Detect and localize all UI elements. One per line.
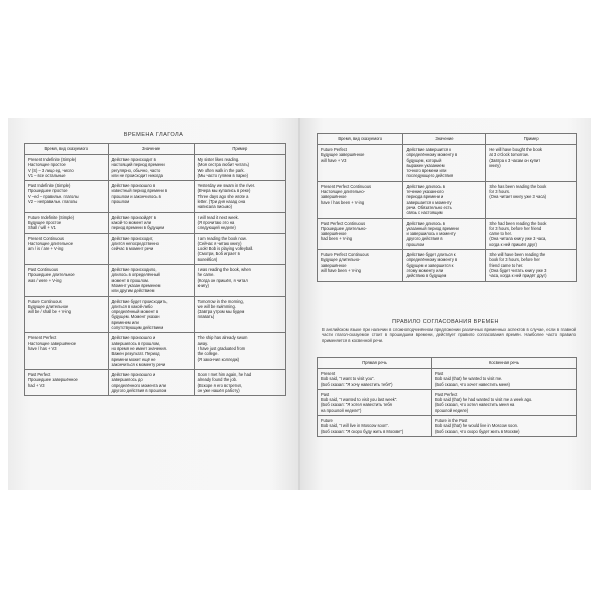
cell-line: have / has been + V-ing [321, 199, 365, 205]
cell-line: но время не имеет значения. [111, 345, 167, 351]
tense-cell [318, 181, 403, 218]
notebook-spread [8, 118, 592, 490]
meaning-cell [108, 333, 194, 370]
meaning-cell [108, 155, 194, 181]
cell-line: (Боб сказал: "Я скоро буду жить в Москве") [321, 428, 404, 434]
example-cell [194, 155, 285, 181]
cell-line: другого действия в прошлом [111, 387, 167, 393]
cell-line: (Моя сестра любит читать) [197, 162, 249, 168]
direct-speech-cell [318, 369, 432, 390]
cell-line: (Вчера мы купались в реке) [197, 188, 251, 194]
cell-line: am / is / are + V-ing [28, 246, 64, 252]
table-row [25, 233, 286, 264]
reported-speech-table [317, 357, 577, 437]
table-row [25, 333, 286, 370]
cell-line: I was reading the book, when [197, 267, 251, 273]
cell-line: Past [434, 371, 444, 376]
cell-line: будущем и завершится к [406, 262, 454, 268]
cell-line: периода времени и [406, 194, 444, 200]
cell-line: течение указанного [406, 189, 444, 195]
cell-line: Past [321, 391, 330, 397]
cell-line: настоящий период времени [111, 162, 165, 168]
cell-line: (Она читала книгу уже 3 часа, [489, 236, 547, 242]
indirect-speech-cell [431, 369, 576, 390]
cell-line: already found the job. [197, 377, 238, 383]
cell-line: V1 – все остальные [28, 172, 66, 178]
cell-line: часа, когда к ней придёт друг) [489, 273, 547, 279]
cell-line: Действие произошло и [111, 372, 156, 378]
direct-speech-cell [318, 389, 432, 415]
cell-line: Bob said, "I will live in Moscow soon". [321, 423, 389, 429]
cell-line: этому моменту или [406, 267, 444, 273]
cell-line: away. [197, 340, 209, 346]
cell-line: I have just graduated from [197, 345, 246, 351]
table-body [25, 155, 286, 396]
cell-line: завершённое [321, 231, 347, 237]
right-page [300, 118, 591, 490]
tense-cell [25, 155, 109, 181]
cell-line: She will have been reading the [489, 252, 546, 258]
cell-line: Действие происходит в [111, 157, 156, 162]
column-header-indirect: Косвенная речь [431, 358, 576, 369]
example-cell [194, 265, 285, 296]
cell-line: (Боб сказал: "Я хочу навестить тебя") [321, 381, 393, 387]
meaning-cell [108, 233, 194, 264]
tense-cell [318, 250, 403, 281]
example-cell [486, 218, 577, 249]
cell-line: letter. (Три дня назад она [197, 199, 246, 205]
cell-line: Past Continuous [28, 267, 59, 273]
cell-line: Настоящее длительно- [321, 189, 366, 195]
cell-line: книгу) [197, 282, 209, 288]
column-header-example: Пример [486, 134, 577, 145]
tense-cell [25, 370, 109, 396]
cell-line: at 3 o'clock tomorrow. [489, 152, 529, 158]
cell-line: определённому моменту в [406, 152, 458, 158]
example-cell [486, 145, 577, 182]
cell-line: Bob said (that) he had wanted to visit me a week ago. [434, 397, 533, 403]
table-body [318, 369, 577, 437]
rule-text: В английском языке при наличии в сложноподчинённом предложении различных временных аспектов в случае, если в главной части глагол-сказуемое стоит в прошедшем времени, действует правило согласования времён. Наиболее часто правило применяется в косвенной речи. [322, 327, 576, 343]
cell-line: Look! Bob is playing volleyball. [197, 246, 254, 252]
cell-line: had + V3 [28, 382, 45, 388]
cell-line: или другим действием [111, 288, 155, 294]
cell-line: Будущее простое [28, 219, 62, 225]
cell-line: Past Perfect [28, 372, 51, 378]
table-row [318, 218, 577, 249]
cell-line: определённый момент в [111, 309, 159, 315]
cell-line: Yesterday we swam in the river. [197, 183, 256, 189]
cell-line: (Вскоре я его встретил, [197, 382, 243, 388]
indirect-speech-cell [431, 389, 576, 415]
cell-line: временем или [111, 319, 139, 325]
cell-line: I am reading the book now. [197, 235, 247, 241]
cell-line: закончиться к моменту речи [111, 361, 166, 367]
cell-line: we will be swimming. [197, 303, 236, 309]
cell-line: и завершилось к моменту [406, 231, 456, 237]
tense-cell [25, 181, 109, 212]
indirect-speech-cell [431, 416, 576, 437]
cell-line: Действие будет происходить, [111, 298, 168, 304]
cell-line: последующего действия [406, 173, 454, 179]
cell-line: Действие завершится к [406, 147, 452, 152]
cell-line: период времени в будущем [111, 225, 165, 231]
cell-line: Прошедшее длительно- [321, 225, 367, 231]
cell-line: выражен указанием [406, 162, 445, 168]
column-header-example: Пример [194, 144, 285, 155]
cell-line: другого действия в [406, 236, 443, 242]
cell-line: Present Continuous [28, 235, 64, 241]
tenses-table-right [317, 133, 577, 282]
cell-line: (Я прочитаю это на [197, 219, 235, 225]
cell-line: Действие произошло в [111, 183, 156, 189]
tense-cell [318, 218, 403, 249]
meaning-cell [108, 370, 194, 396]
cell-line: Момент указан временем [111, 282, 161, 288]
cell-line: Shall / will + V1 [28, 225, 56, 231]
table-row [318, 145, 577, 182]
tense-cell [25, 212, 109, 233]
cell-line: сопутствующим действием [111, 325, 164, 331]
cell-line: Действие произойдёт в [111, 214, 156, 220]
cell-line: (Завтра утром мы будем [197, 309, 245, 315]
cell-line: (Боб сказал, что хочет навестить меня) [434, 381, 510, 387]
cell-line: Настоящее длительное [28, 240, 73, 246]
cell-line: I will read it next week. [197, 214, 239, 220]
table-header-row [25, 144, 286, 155]
cell-line: регулярно, обычно, часто [111, 167, 161, 173]
meaning-cell [108, 181, 194, 212]
cell-line: действию в будущем [406, 273, 447, 279]
cell-line: он уже нашёл работу) [197, 387, 240, 393]
tense-cell [25, 296, 109, 333]
table-row [25, 155, 286, 181]
cell-line: (Сейчас я читаю книгу) [197, 240, 242, 246]
cell-line: was / were + V-ing [28, 277, 62, 283]
cell-line: завершённое [321, 262, 347, 268]
cell-line: будущем. Момент указан [111, 314, 160, 320]
meaning-cell [403, 181, 486, 218]
table-row [25, 370, 286, 396]
cell-line: (Когда он пришёл, я читал [197, 277, 248, 283]
cell-line: (Она читает книгу уже 3 часа) [489, 194, 547, 200]
cell-line: V2 – неправильн. глаголы [28, 199, 78, 205]
cell-line: Soon I met him again, he had [197, 372, 252, 378]
tense-cell [318, 145, 403, 182]
cell-line: Future [321, 418, 333, 424]
cell-line: had been + V-ing [321, 236, 353, 242]
cell-line: Past Perfect [434, 391, 458, 397]
cell-line: Прошедшее длительное [28, 272, 75, 278]
cell-line: (Я закончил колледж) [197, 356, 240, 362]
cell-line: Настоящее простое [28, 162, 66, 168]
cell-line: Действие длилось в [406, 220, 445, 226]
cell-line: Bob said (that) he wanted to visit me. [434, 376, 503, 382]
cell-line: Настоящее завершённое [28, 340, 77, 346]
column-header-meaning: Значение [108, 144, 194, 155]
meaning-cell [403, 250, 486, 281]
cell-line: Bob said (that) he would live in Moscow soon. [434, 423, 519, 429]
cell-line: речи. Обязательно есть [406, 204, 452, 210]
cell-line: Действие будет длиться к [406, 252, 456, 258]
cell-line: Bob said, "I want to visit you". [321, 376, 375, 382]
example-cell [194, 212, 285, 233]
tenses-table-left [24, 143, 286, 396]
cell-line: будущем, который [406, 157, 442, 163]
table-row [25, 181, 286, 212]
cell-line: (Боб сказал, что хотел навестить меня на [434, 402, 515, 408]
cell-line: волейбол) [197, 256, 218, 262]
cell-line: She has been reading the book [489, 183, 547, 189]
cell-line: Будущее длительно- [321, 257, 361, 263]
meaning-cell [108, 296, 194, 333]
example-cell [194, 233, 285, 264]
cell-line: длится непосредственно [111, 240, 159, 246]
left-page [8, 118, 299, 490]
cell-line: Present [321, 371, 336, 376]
direct-speech-cell [318, 416, 432, 437]
table-row [318, 389, 577, 415]
cell-line: came to her. [489, 231, 512, 237]
cell-line: Будущее длительное [28, 303, 69, 309]
cell-line: Прошедшее завершённое [28, 377, 78, 383]
cell-line: прошлой неделе) [434, 407, 469, 413]
cell-line: Future Continuous [28, 298, 62, 304]
table-row [25, 212, 286, 233]
cell-line: длилось в определённый [111, 272, 160, 278]
example-cell [486, 181, 577, 218]
cell-line: известный период времени в [111, 188, 168, 194]
column-header-meaning: Значение [403, 134, 486, 145]
cell-line: определённому моменту в [406, 257, 458, 263]
cell-line: длиться в какой-либо [111, 303, 153, 309]
cell-line: Past Indefinite (Simple) [28, 183, 71, 189]
cell-line: She had been reading the book [489, 220, 547, 226]
cell-line: We often walk in the park. [197, 167, 245, 173]
cell-line: Будущее завершённое [321, 152, 365, 158]
cell-line: связь с настоящим [406, 210, 443, 216]
cell-line: will have + V3 [321, 157, 347, 163]
cell-line: завершается к моменту [406, 199, 452, 205]
cell-line: the college. [197, 351, 219, 357]
cell-line: книгу) [489, 162, 501, 168]
cell-line: book for 3 hours, before her [489, 257, 540, 263]
cell-line: for 3 hours. [489, 189, 511, 195]
cell-line: Present Perfect Continuous [321, 183, 372, 189]
table-row [318, 181, 577, 218]
cell-line: will have been + V-ing [321, 267, 361, 273]
cell-line: Future Perfect [321, 147, 347, 152]
table-row [318, 250, 577, 281]
cell-line: V (S) – 3 лицо ед. число [28, 167, 74, 173]
cell-line: момент в прошлом. [111, 277, 150, 283]
cell-line: have / has + V3 [28, 345, 57, 351]
cell-line: плавать) [197, 314, 215, 320]
table-body [318, 145, 577, 282]
cell-line: (Завтра к 3 часам он купит [489, 157, 541, 163]
cell-line: will be / shall be + V-ing [28, 309, 71, 315]
cell-line: for 3 hours, before her friend [489, 225, 542, 231]
example-cell [194, 296, 285, 333]
cell-line: Present Perfect [28, 335, 57, 341]
column-header-tense: Время, вид сказуемого [25, 144, 109, 155]
cell-line: Past Perfect Continuous [321, 220, 366, 226]
cell-line: завершилось до [111, 377, 143, 383]
cell-line: Действие произошло и [111, 335, 156, 341]
table-header-row [318, 358, 577, 369]
cell-line: Future Indefinite (Simple) [28, 214, 74, 220]
cell-line: Future Perfect Continuous [321, 252, 369, 258]
cell-line: V –ed – правильн. глаголы [28, 193, 79, 199]
cell-line: сейчас в момент речи [111, 246, 154, 252]
column-header-tense: Время, вид сказуемого [318, 134, 403, 145]
cell-line: (Боб сказал: "Я хотел навестить тебя [321, 402, 392, 408]
cell-line: указанный период времени [406, 225, 459, 231]
example-cell [486, 250, 577, 281]
cell-line: завершённое [321, 194, 347, 200]
page-title: ВРЕМЕНА ГЛАГОЛА [123, 132, 184, 138]
cell-line: he came. [197, 272, 215, 278]
cell-line: написала письмо) [197, 204, 232, 210]
cell-line: на прошлой неделе") [321, 407, 362, 413]
cell-line: Bob said, "I wanted to visit you last week". [321, 397, 398, 403]
cell-line: времени может ещё не [111, 356, 156, 362]
cell-line: прошлом [111, 199, 130, 205]
cell-line: когда к ней пришёл друг) [489, 241, 537, 247]
cell-line: определённого момента или [111, 382, 166, 388]
column-header-direct: Прямая речь [318, 358, 432, 369]
meaning-cell [403, 218, 486, 249]
cell-line: прошлом [406, 241, 425, 247]
cell-line: прошлом и закончилось в [111, 193, 161, 199]
cell-line: точного времени или [406, 168, 447, 174]
cell-line: (Боб сказал, что скоро будет жить в Москве) [434, 428, 520, 434]
cell-line: какой-то момент или [111, 219, 152, 225]
cell-line: (Она будет читать книгу уже 3 [489, 267, 547, 273]
example-cell [194, 370, 285, 396]
table-row [25, 296, 286, 333]
tense-cell [25, 333, 109, 370]
cell-line: или не происходит никогда [111, 172, 163, 178]
rule-title: ПРАВИЛО СОГЛАСОВАНИЯ ВРЕМЕН [392, 319, 499, 325]
cell-line: Действие длилось в [406, 183, 445, 189]
cell-line: Future in the Past [434, 418, 468, 424]
meaning-cell [108, 212, 194, 233]
example-cell [194, 333, 285, 370]
cell-line: (Смотри, Боб играет в [197, 251, 240, 257]
cell-line: Действие происходило, [111, 267, 157, 273]
cell-line: Present Indefinite (Simple) [28, 157, 77, 162]
table-row [25, 265, 286, 296]
tense-cell [25, 265, 109, 296]
meaning-cell [108, 265, 194, 296]
cell-line: Важен результат. Период [111, 351, 160, 357]
table-row [318, 416, 577, 437]
cell-line: friend came to her. [489, 262, 524, 268]
meaning-cell [403, 145, 486, 182]
cell-line: The ship has already swum [197, 335, 248, 341]
cell-line: (Мы часто гуляем в парке) [197, 172, 249, 178]
example-cell [194, 181, 285, 212]
cell-line: Прошедшее простое [28, 188, 68, 194]
cell-line: Действие происходит, [111, 235, 154, 241]
cell-line: следующей неделе) [197, 225, 236, 231]
cell-line: Three days ago she wrote a [197, 193, 249, 199]
table-header-row [318, 134, 577, 145]
tense-cell [25, 233, 109, 264]
cell-line: Tomorrow in the morning, [197, 298, 244, 304]
table-row [318, 369, 577, 390]
cell-line: He will have bought the book [489, 147, 542, 152]
cell-line: завершилось в прошлом, [111, 340, 160, 346]
cell-line: My sister likes reading. [197, 157, 240, 162]
